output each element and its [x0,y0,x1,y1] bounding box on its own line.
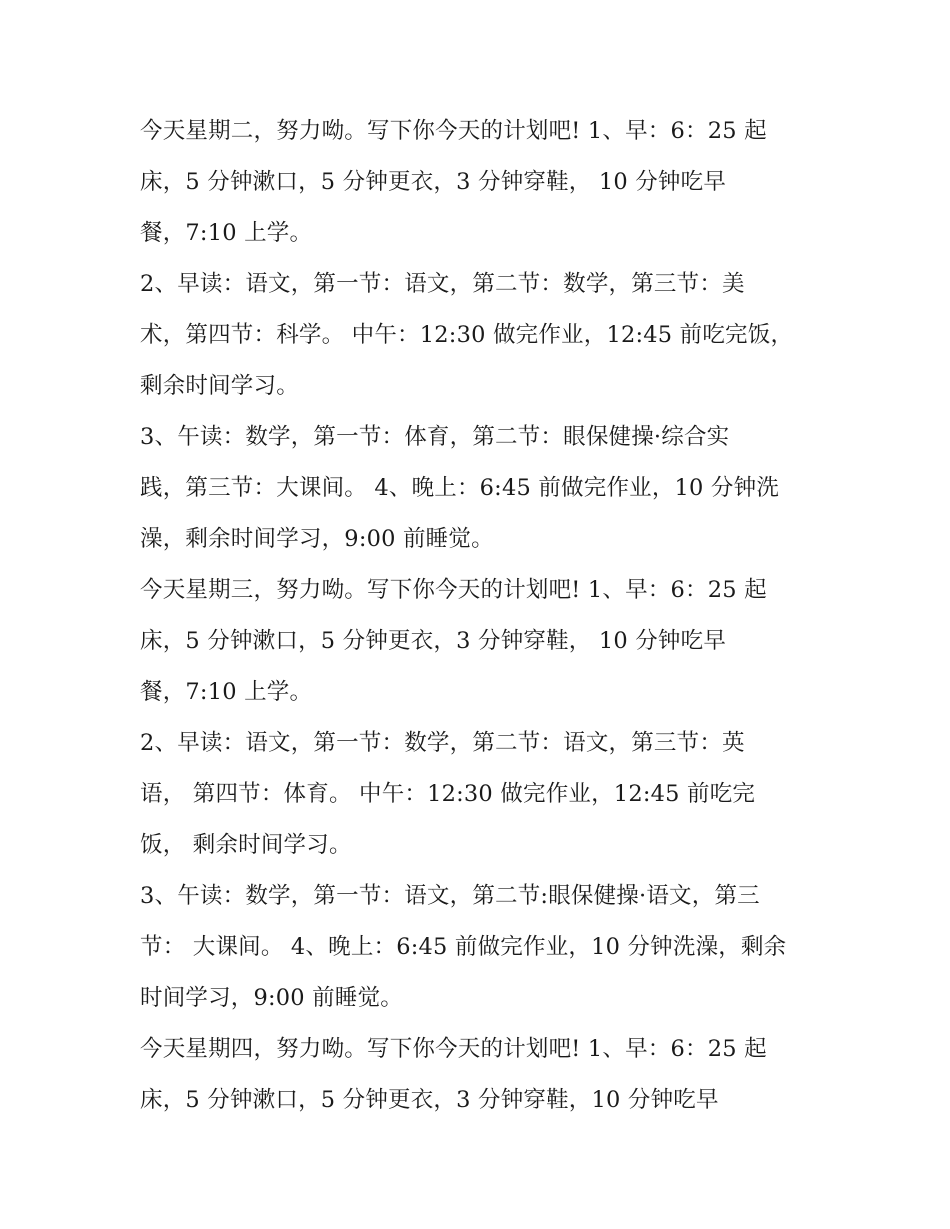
text-line: 床，5 分钟漱口，5 分钟更衣，3 分钟穿鞋， 10 分钟吃早 [140,628,727,654]
text-line: 节： 大课间。 4、晚上：6:45 前做完作业，10 分钟洗澡，剩余 [140,934,787,960]
text-line: 今天星期四，努力呦。写下你今天的计划吧! 1、早：6：25 起 [140,1036,767,1062]
text-line: 2、早读：语文，第一节：语文，第二节：数学，第三节：美 [140,271,745,297]
text-line: 术，第四节：科学。 中午：12:30 做完作业，12:45 前吃完饭， [140,322,794,348]
text-line: 床，5 分钟漱口，5 分钟更衣，3 分钟穿鞋，10 分钟吃早 [140,1087,719,1113]
text-line: 床，5 分钟漱口，5 分钟更衣，3 分钟穿鞋， 10 分钟吃早 [140,169,727,195]
text-line: 剩余时间学习。 [140,373,299,399]
text-line: 语， 第四节：体育。 中午：12:30 做完作业，12:45 前吃完 [140,781,756,807]
text-line: 餐，7:10 上学。 [140,220,313,246]
text-line: 饭， 剩余时间学习。 [140,832,352,858]
text-line: 餐，7:10 上学。 [140,679,313,705]
text-line: 2、早读：语文，第一节：数学，第二节：语文，第三节：英 [140,730,745,756]
text-line: 践，第三节：大课间。 4、晚上：6:45 前做完作业，10 分钟洗 [140,475,780,501]
text-line: 时间学习，9:00 前睡觉。 [140,985,403,1011]
text-line: 澡，剩余时间学习，9:00 前睡觉。 [140,526,494,552]
text-line: 今天星期二，努力呦。写下你今天的计划吧! 1、早：6：25 起 [140,118,767,144]
text-line: 今天星期三，努力呦。写下你今天的计划吧! 1、早：6：25 起 [140,577,767,603]
text-line: 3、午读：数学，第一节：语文，第二节:眼保健操·语文，第三 [140,883,760,909]
document-body [140,106,830,1126]
text-line: 3、午读：数学，第一节：体育，第二节：眼保健操·综合实 [140,424,730,450]
